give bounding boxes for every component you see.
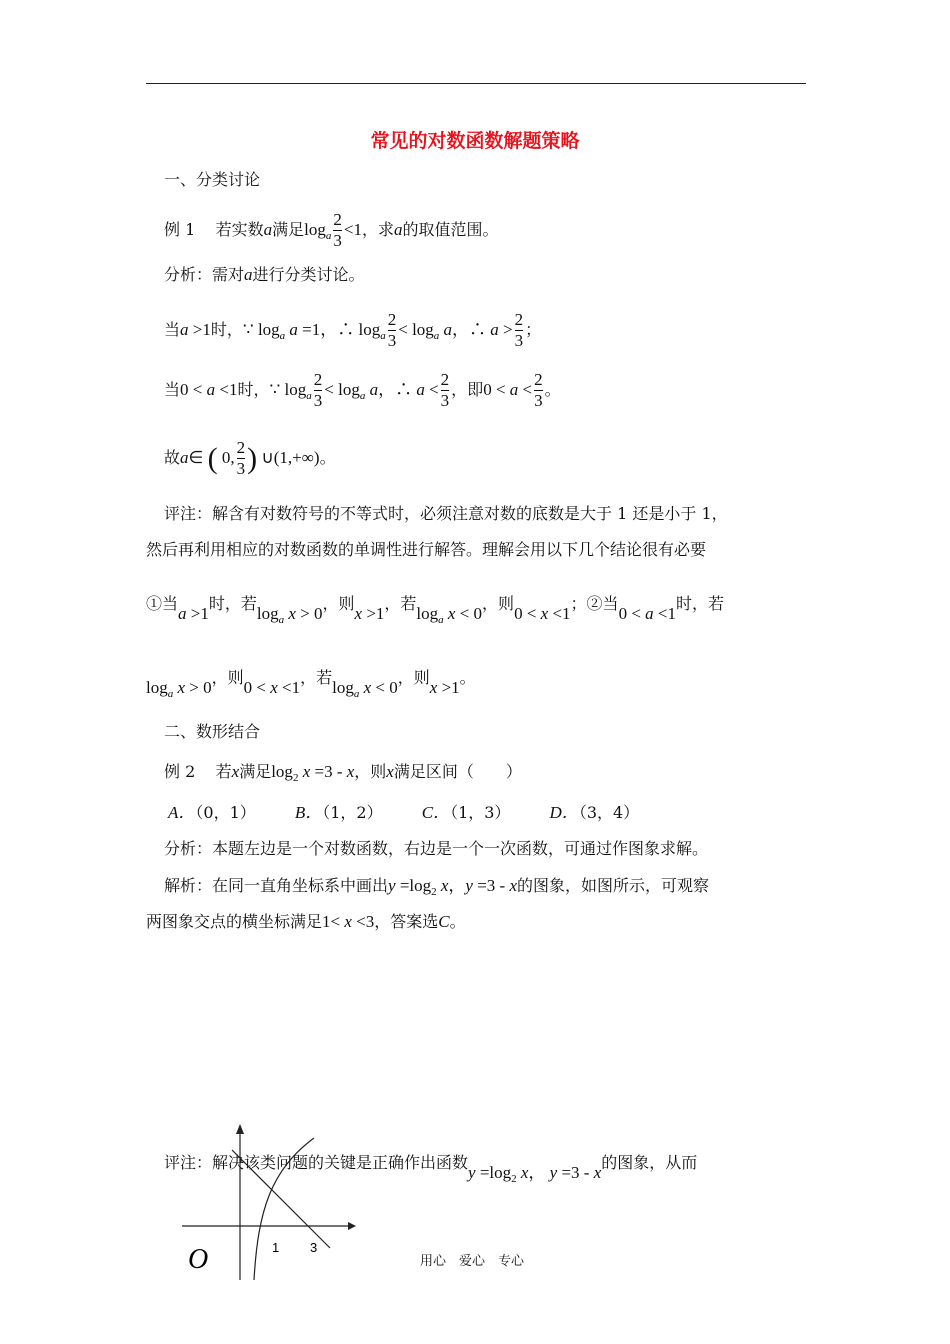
conclusion-rules-1: ①当a >1时，若$\log_a x > 0$，则x >1，若$\log_a x < 0$，则0 < x <1；②当0 < a <1时，若 xyxy=(146,594,725,626)
function-graph xyxy=(176,1120,356,1285)
option-d[interactable]: D．（3，4） xyxy=(549,803,640,822)
origin-label: O xyxy=(188,1244,209,1275)
example-2: 例 2 若x满足$\log_2 x =3 - x$，则x满足区间（ ） xyxy=(164,762,522,784)
solution-2-line-2: 两图象交点的横坐标满足1< x <3，答案选C。 xyxy=(146,912,466,931)
y-axis-arrow-icon xyxy=(236,1124,244,1134)
section-heading-2: 二、数形结合 xyxy=(164,722,261,741)
header-rule xyxy=(146,83,806,84)
x-axis-arrow-icon xyxy=(348,1222,356,1230)
options xyxy=(168,803,639,823)
conclusion-rules-2: $\log_a x > 0$，则0 < x <1，若$\log_a x < 0$，则x >1。 xyxy=(146,668,476,700)
linear-line xyxy=(232,1150,330,1248)
analysis-1: 分析：需对a进行分类讨论。 xyxy=(164,265,365,284)
comment-1-line-1: 评注：解含有对数符号的不等式时，必须注意对数的底数是大于 1 还是小于 1， xyxy=(164,504,728,523)
comment-1-line-2: 然后再利用相应的对数函数的单调性进行解答。理解会用以下几个结论很有必要 xyxy=(146,540,707,559)
comment-2: 评注：解决该类问题的关键是正确作出函数$y =\log_2$ x， y =3 - x的图象，从而 xyxy=(164,1153,698,1185)
footer: 用心 爱心 专心 xyxy=(420,1254,525,1269)
conclusion-1: 故a∈ ( 0, $\frac{2}{3}$ ) ∪(1,+∞)。 xyxy=(164,438,336,478)
tick-3-label: 3 xyxy=(310,1240,318,1255)
page-title: 常见的对数函数解题策略 xyxy=(370,130,580,152)
case-2: 当0 < a <1时，∵ $\log_a$ $\frac{2}{3}$ < $\log_a a$，∴ a < $\frac{2}{3}$ ，即0 < a < $\frac{2}{3}$ 。 xyxy=(164,370,561,410)
section-heading-1: 一、分类讨论 xyxy=(164,170,261,189)
option-c[interactable]: C．（1，3） xyxy=(421,803,511,822)
tick-1-label: 1 xyxy=(272,1240,280,1255)
option-a[interactable]: A．（0，1） xyxy=(168,803,256,822)
example-1: 例 1 若实数a满足$\log_a$ $\frac{2}{3}$ <1，求a的取值范围。 xyxy=(164,210,499,250)
log-curve xyxy=(254,1138,314,1280)
case-1: 当a >1时，∵ $\log_a a =1$，∴ $\log_a$ $\frac{2}{3}$ < $\log_a a$，∴ a > $\frac{2}{3}$ ； xyxy=(164,310,542,350)
option-b[interactable]: B．（1，2） xyxy=(294,803,383,822)
analysis-2: 分析：本题左边是一个对数函数，右边是一个一次函数，可通过作图象求解。 xyxy=(164,839,709,858)
solution-2-line-1: 解析：在同一直角坐标系中画出$y =\log_2$ x，y =3 - x的图象，如图所示，可观察 xyxy=(164,876,710,898)
